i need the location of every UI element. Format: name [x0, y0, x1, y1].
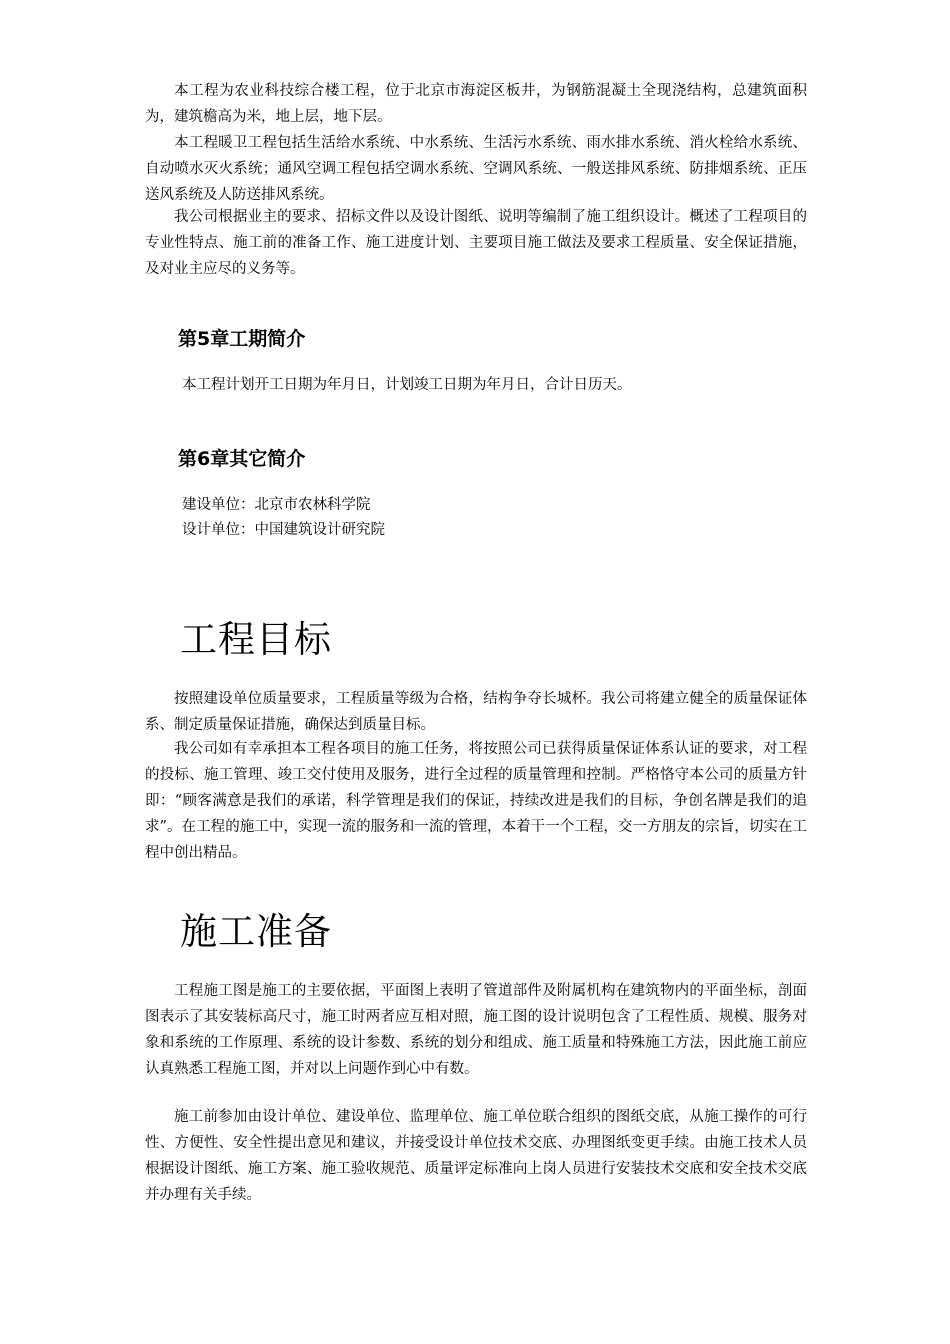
intro-paragraph-1: 本工程为农业科技综合楼工程，位于北京市海淀区板井，为钢筋混凝土全现浇结构，总建筑面积为，建筑檐高为米，地上层，地下层。	[145, 83, 807, 125]
preparation-paragraph-1: 工程施工图是施工的主要依据，平面图上表明了管道部件及附属机构在建筑物内的平面坐标，剖面图表示了其安装标高尺寸，施工时两者应互相对照，施工图的设计说明包含了工程性质、规模、服务对象和系统的工作原理、系统的设计参数、系统的划分和组成、施工质量和特殊施工方法，因此施工前应认真熟悉工程施工图，并对以上问题作到心中有数。	[145, 983, 807, 1077]
chapter-6-heading: 第6章其它简介	[178, 448, 306, 470]
chapter-5-heading: 第5章工期简介	[178, 328, 306, 350]
goals-paragraph-1: 按照建设单位质量要求，工程质量等级为合格，结构争夺长城杯。我公司将建立健全的质量保证体系、制定质量保证措施，确保达到质量目标。	[145, 691, 807, 733]
chapter-6-line-2: 设计单位：中国建筑设计研究院	[182, 522, 385, 538]
intro-paragraph-2: 本工程暖卫工程包括生活给水系统、中水系统、生活污水系统、雨水排水系统、消火栓给水系统、自动喷水灭火系统；通风空调工程包括空调水系统、空调风系统、一般送排风系统、防排烟系统、正压送风系统及人防送排风系统。	[145, 135, 807, 203]
goals-paragraph-2: 我公司如有幸承担本工程各项目的施工任务，将按照公司已获得质量保证体系认证的要求，对工程的投标、施工管理、竣工交付使用及服务，进行全过程的质量管理和控制。严格恪守本公司的质量方针即：“顾客满意是我们的承诺，科学管理是我们的保证，持续改进是我们的目标，争创名牌是我们的追求”。在工程的施工中，实现一流的服务和一流的管理，本着干一个工程，交一方朋友的宗旨，切实在工程中创出精品。	[145, 741, 807, 861]
preparation-paragraph-2: 施工前参加由设计单位、建设单位、监理单位、施工单位联合组织的图纸交底，从施工操作的可行性、方便性、安全性提出意见和建议，并接受设计单位技术交底、办理图纸变更手续。由施工技术人员根据设计图纸、施工方案、施工验收规范、质量评定标准向上岗人员进行安装技术交底和安全技术交底并办理有关手续。	[145, 1109, 807, 1203]
intro-paragraph-3: 我公司根据业主的要求、招标文件以及设计图纸、说明等编制了施工组织设计。概述了工程项目的专业性特点、施工前的准备工作、施工进度计划、主要项目施工做法及要求工程质量、安全保证措施，及对业主应尽的义务等。	[145, 209, 807, 277]
chapter-6-line-1: 建设单位：北京市农林科学院	[182, 497, 371, 513]
preparation-heading: 施工准备	[180, 910, 332, 953]
goals-heading: 工程目标	[180, 618, 332, 661]
chapter-5-text: 本工程计划开工日期为年月日，计划竣工日期为年月日，合计日历天。	[182, 377, 632, 393]
